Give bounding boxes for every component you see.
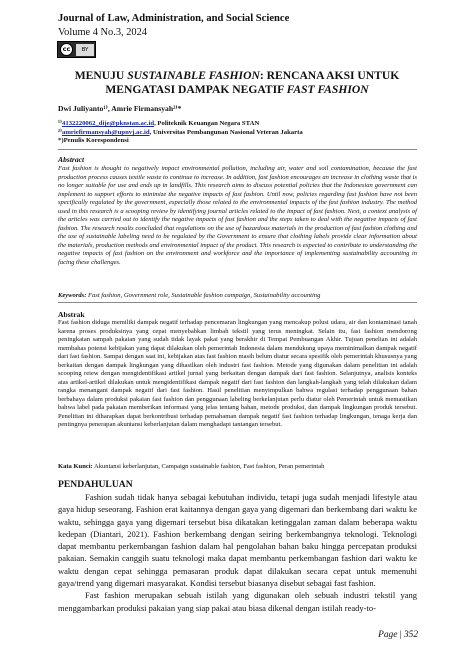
divider xyxy=(58,302,417,303)
affiliation-1 xyxy=(58,119,259,127)
abstract-paragraph: Fast fashion is thought to negatively impact environmental pollution, including air, water and soil contamination, because the fast production process causes textile waste to continue to increase. In addition, fast fashion encourages an increase in clothing waste that is no longer suitable for use and ends up in landfills. This research aims to discuss potential policies that the Indonesian government can implement to support efforts to minimize the negative impacts of fast fashion. Until now, policies regarding fast fashion have not been specifically regulated by the government, especially those related to the environmental impacts of the fast fashion industry. The method used in this research is a scooping review by identifying journal articles related to the impact of fast fashion. Next, a context analysis of the articles was carried out to identify the negative impacts of fast fashion and the steps taken to deal with the negative impacts of fast fashion. The research results concluded that regulations on the use of hazardous materials in the production of fast fashion clothing and the use of sustainable labeling need to be regulated by the Government to ensure that clothing labels provide clear information about the materials, production methods and environmental impact of the product. This research is expected to contribute to understanding the negative impacts of fast fashion on the environment and workforce and the importance of implementing sustainability accounting in facing these challenges. xyxy=(58,165,417,266)
affiliation-number: ¹⁾ xyxy=(58,120,62,127)
page-separator: | xyxy=(397,630,404,640)
affiliation-number: ²⁾ xyxy=(58,129,62,136)
body-text xyxy=(58,491,417,614)
abstrak-label: Abstrak xyxy=(58,310,85,319)
body-paragraph-1: Fashion sudah tidak hanya sebagai kebutuhan individu, tetapi juga sudah menjadi lifestyle atau gaya hidup seseorang. Fashion erat kaitannya dengan gaya yang digemari dan berkembang dari waktu ke waktu, sehingga gaya yang digemari tersebut bisa dikatakan ketinggalan zaman dalam beberapa waktu kedepan (Diantari, 2021). Fashion berkembang dengan seiring berkembangnya teknologi. Teknologi dapat membantu perkembangan fashion dalam hal pengolahan bahan baku hingga percepatan produksi pakaian. Semakin canggih suatu teknologi maka dapat membantu perkembangan fashion dari waktu ke waktu dengan cepat sehingga pemasaran produk dapat dilakukan secara cepat untuk memenuhi gaya/trend yang digemari masyarakat. Kondisi tersebut biasanya disebut sebagai fast fashion. xyxy=(58,492,417,589)
abstrak-text: Fast fashion diduga memiliki dampak negatif terhadap pencemaran lingkungan yang mencakup polusi udara, air dan kontaminasi tanah karena proses produksinya yang cepat menyebabkan limbah tekstil yang terus meningkat. Selain itu, fast fashion mendorong peningkatan sampah pakaian yang sudah tidak layak pakai yang berakhir di Tempat Pembuangan Akhir. Tujuan penelian ini adalah membahas potensi kebijakan yang dapat dilakukan oleh pemerintah Indonesia dalam mendukung upaya meminimalkan dampak negatif dari fast fashion. Sampai dengan saat ini, kebijakan atas fast fashion masih belum diatur secara spesifik oleh pemerintah khususnya yang berkaitan dengan dampak lingkungan yang dihasilkan oleh industri fast fashion. Metode yang digunakan dalam penelitian ini adalah scooping reiew dengan mengidentifikasi artikel jurnal yang berkaitan dengan dampak dari fast fashion. Selanjutnya, analisis konteks atas artikel-artikel dilakukan untuk mengidentifikasi dampak negatif dari fast fashion dan langkah-langkah yang telah dilakukan dalam rangka menangani dampak negatif dari fast fashion. Hasil penelitian menyimpulkan bahwa regulasi terhadap penggunaan bahan berbahaya dalam produksi pakaian fast fashion dan penggunaan labeling berkelanjutan perlu diatur oleh Pemerintah untuk memastikan bahwa label pada pakaian memberikan informasi yang jelas tentang bahan, metode produksi, dan dampak lingkungan produk tersebut. Penelitian ini diharapkan dapat berkontribusi terhadap pemahaman dampak negatif fast fashion terhadap lingkungan, tenaga kerja dan pentingnya penerapan akuntansi keberlanjutan dalam menghadapi tantangan tersebut. xyxy=(58,319,417,428)
keywords-label: Keywords: xyxy=(58,292,87,299)
cc-license-badge[interactable] xyxy=(57,41,96,58)
corresponding-author-note xyxy=(58,137,129,144)
kata-kunci xyxy=(58,463,417,470)
title-italic: SUSTAINABLE FASHION xyxy=(127,69,260,82)
article-title-line-2 xyxy=(0,83,474,96)
abstract-label: Abstract xyxy=(58,155,85,164)
page-footer xyxy=(0,630,418,640)
title-italic-2: FAST FASHION xyxy=(286,83,369,96)
title-prefix: MENUJU xyxy=(74,69,128,82)
article-title-line-1 xyxy=(0,69,474,82)
abstract-text xyxy=(58,165,417,267)
keywords xyxy=(58,292,417,299)
by-attribution-icon: BY xyxy=(76,44,94,56)
email-link[interactable]: 4132220062_dije@pknstan.ac.id xyxy=(62,120,155,127)
divider xyxy=(58,149,417,150)
affiliation-org: , Universitas Pembangunan Nasional Veteran Jakarta xyxy=(149,129,303,136)
author-line: Dwi Juliyanto¹⁾, Amrie Firmansyah²⁾* xyxy=(58,104,182,113)
affiliation-2 xyxy=(58,128,303,136)
kata-kunci-label: Kata Kunci: xyxy=(58,463,93,470)
page-label: Page xyxy=(378,630,398,640)
journal-volume: Volume 4 No.3, 2024 xyxy=(58,27,147,38)
cc-icon: cc xyxy=(60,43,73,56)
body-paragraph-2: Fast fashion merupakan sebuah istilah yang digunakan oleh sebuah industri tekstil yang menggambarkan produksi pakaian yang siap pakai atau biasa dikenal dengan istilah ready-to- xyxy=(58,590,417,613)
affiliation-number: *) xyxy=(58,137,64,144)
title-suffix: : RENCANA AKSI UNTUK xyxy=(259,69,400,82)
affiliation-org: , Politeknik Keuangan Negara STAN xyxy=(154,120,260,127)
email-link[interactable]: amriefirmansyah@upnvj.ac.id xyxy=(62,129,150,136)
keywords-list: Fast fashion, Government role, Sustainable fashion campaign, Sustainability accounting xyxy=(86,292,321,299)
kata-kunci-list: Akuntansi keberlanjutan, Campaign sustainable fashion, Fast fashion, Peran pemerintah xyxy=(92,463,325,470)
page-number: 352 xyxy=(403,630,418,640)
affiliation-org: Penulis Korespondensi xyxy=(63,137,129,144)
journal-name: Journal of Law, Administration, and Social Science xyxy=(58,13,290,24)
title-prefix-2: MENGATASI DAMPAK NEGATIF xyxy=(105,83,287,96)
section-heading-pendahuluan: PENDAHULUAN xyxy=(58,479,133,490)
